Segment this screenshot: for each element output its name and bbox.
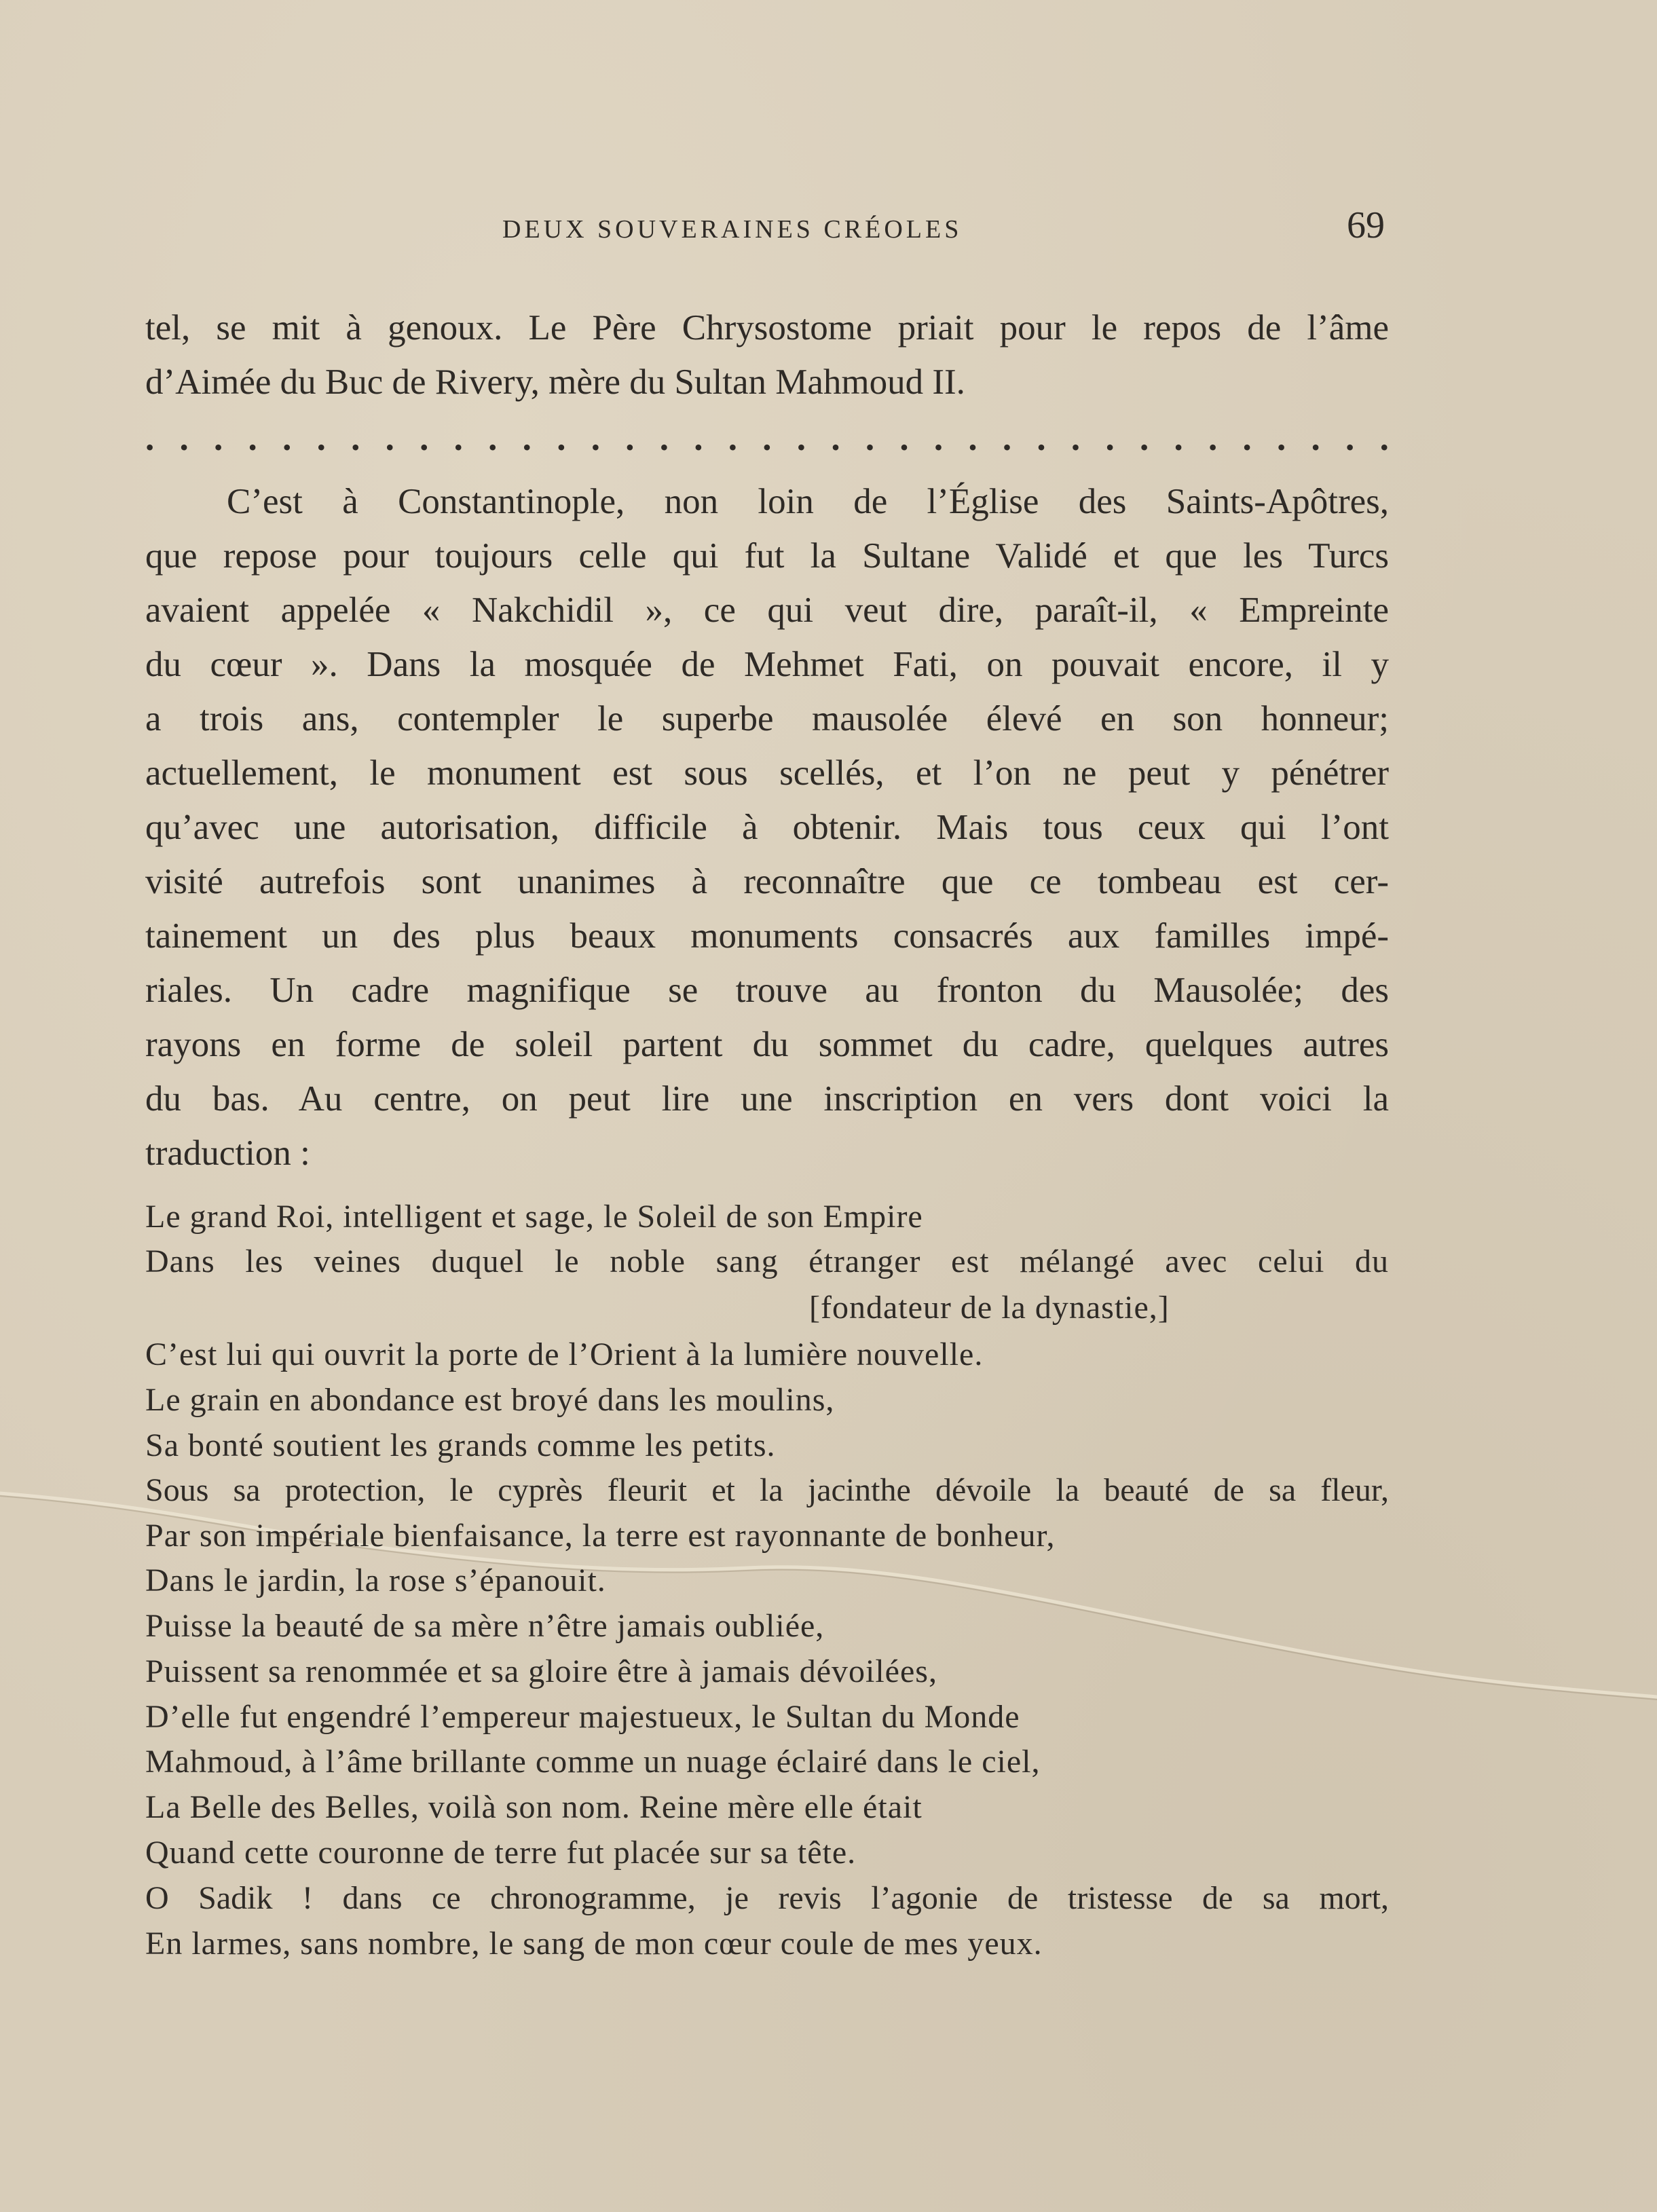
running-title: DEUX SOUVERAINES CRÉOLES — [502, 215, 963, 244]
paragraph-line-7: qu’avec une autorisation, difficile à obtenir. Mais tous ceux qui l’ont — [145, 808, 1389, 847]
paragraph-line-13: traduction : — [145, 1133, 310, 1173]
opening-line-2: d’Aimée du Buc de Rivery, mère du Sultan Mahmoud II. — [145, 362, 965, 402]
opening-line-1: tel, se mit à genoux. Le Père Chrysostome priait pour le repos de l’âme — [145, 308, 1389, 348]
paragraph-line-8: visité autrefois sont unanimes à reconnaître que ce tombeau est cer- — [145, 862, 1389, 901]
paragraph-line-9: tainement un des plus beaux monuments consacrés aux familles impé- — [145, 916, 1389, 956]
paragraph-line-2: que repose pour toujours celle qui fut la Sultane Validé et que les Turcs — [145, 536, 1389, 576]
verse-line-11: Puissent sa renommée et sa gloire être à jamais dévoilées, — [145, 1653, 937, 1689]
verse-line-9: Dans le jardin, la rose s’épanouit. — [145, 1562, 606, 1598]
verse-line-16: O Sadik ! dans ce chronogramme, je revis l’agonie de tristesse de sa mort, — [145, 1880, 1389, 1916]
verse-line-2: Dans les veines duquel le noble sang étranger est mélangé avec celui du — [145, 1243, 1389, 1279]
paragraph-line-4: du cœur ». Dans la mosquée de Mehmet Fati, on pouvait encore, il y — [145, 645, 1389, 684]
paragraph-line-5: a trois ans, contempler le superbe mausolée élevé en son honneur; — [145, 699, 1389, 738]
verse-line-17: En larmes, sans nombre, le sang de mon cœur coule de mes yeux. — [145, 1926, 1043, 1962]
page-number: 69 — [1347, 204, 1385, 246]
verse-line-10: Puisse la beauté de sa mère n’être jamais oubliée, — [145, 1608, 825, 1644]
paragraph-line-11: rayons en forme de soleil partent du sommet du cadre, quelques autres — [145, 1025, 1389, 1064]
verse-line-13: Mahmoud, à l’âme brillante comme un nuage éclairé dans le ciel, — [145, 1744, 1041, 1780]
verse-line-15: Quand cette couronne de terre fut placée sur sa tête. — [145, 1835, 857, 1871]
verse-line-7: Sous sa protection, le cyprès fleurit et la jacinthe dévoile la beauté de sa fleur, — [145, 1472, 1389, 1508]
verse-line-5: Le grain en abondance est broyé dans les moulins, — [145, 1382, 835, 1418]
verse-line-1: Le grand Roi, intelligent et sage, le Soleil de son Empire — [145, 1199, 923, 1235]
paragraph-line-3: avaient appelée « Nakchidil », ce qui veut dire, paraît-il, « Empreinte — [145, 591, 1389, 630]
paragraph-line-6: actuellement, le monument est sous scellés, et l’on ne peut y pénétrer — [145, 753, 1389, 793]
verse-line-8: Par son impériale bienfaisance, la terre est rayonnante de bonheur, — [145, 1518, 1056, 1554]
separator-dots: . . . . . . . . . . . . . . . . . . . . . . . . . . . . . . . . . . . . . — [145, 419, 1389, 458]
paragraph-line-1: C’est à Constantinople, non loin de l’Église des Saints-Apôtres, — [227, 482, 1389, 521]
paragraph-line-12: du bas. Au centre, on peut lire une inscription en vers dont voici la — [145, 1079, 1389, 1119]
verse-line-14: La Belle des Belles, voilà son nom. Reine mère elle était — [145, 1789, 923, 1825]
verse-line-12: D’elle fut engendré l’empereur majestueux, le Sultan du Monde — [145, 1699, 1020, 1735]
paragraph-line-10: riales. Un cadre magnifique se trouve au fronton du Mausolée; des — [145, 971, 1389, 1010]
verse-line-6: Sa bonté soutient les grands comme les petits. — [145, 1427, 776, 1463]
verse-line-4: C’est lui qui ouvrit la porte de l’Orient à la lumière nouvelle. — [145, 1336, 984, 1372]
verse-line-3: [fondateur de la dynastie,] — [809, 1290, 1170, 1326]
